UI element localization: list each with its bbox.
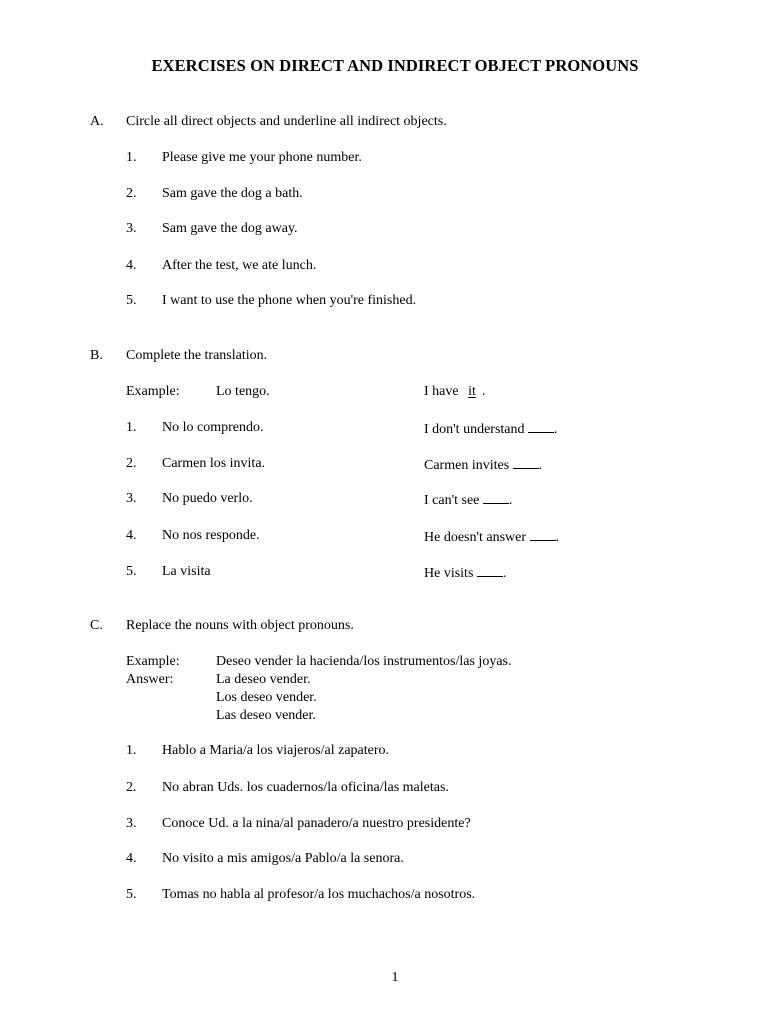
section-c-answer-3: Las deseo vender. — [216, 708, 316, 723]
section-c-example-label: Example: — [126, 654, 180, 669]
section-a-item-4-number: 4. — [126, 258, 137, 273]
section-b-item-2-spanish: Carmen los invita. — [162, 456, 266, 471]
section-c-item-4-number: 4. — [126, 851, 137, 866]
section-b-item-5-number: 5. — [126, 564, 137, 579]
section-a-item-5-number: 5. — [126, 293, 137, 308]
section-b-item-2-number: 2. — [126, 456, 137, 471]
page-title: EXERCISES ON DIRECT AND INDIRECT OBJECT PRONOUNS — [151, 56, 639, 75]
section-c-item-3-number: 3. — [126, 816, 137, 831]
section-b-letter: B. — [90, 348, 103, 363]
section-b-item-4-spanish: No nos responde. — [162, 528, 260, 543]
section-b-item-5-english-text: He visits — [424, 566, 474, 581]
section-a-item-2-text: Sam gave the dog a bath. — [162, 186, 303, 201]
section-c-instruction: Replace the nouns with object pronouns. — [126, 618, 354, 633]
section-b-item-4-english — [424, 527, 559, 546]
section-b-item-1-english — [424, 419, 558, 438]
section-b-item-4-english-text: He doesn't answer — [424, 530, 527, 545]
section-c-answer-label: Answer: — [126, 672, 174, 687]
section-c-item-2-text: No abran Uds. los cuadernos/la oficina/las maletas. — [162, 780, 449, 795]
section-a-instruction: Circle all direct objects and underline all indirect objects. — [126, 114, 447, 129]
section-b-item-2-english — [424, 455, 542, 474]
section-b-example-suffix: . — [481, 384, 486, 399]
section-a-item-1-number: 1. — [126, 150, 137, 165]
section-c-item-5-text: Tomas no habla al profesor/a los muchachos/a nosotros. — [162, 887, 476, 902]
section-b-example-spanish: Lo tengo. — [216, 384, 270, 399]
section-b-item-3-english-text: I can't see — [424, 493, 480, 508]
section-b-item-5-blank — [477, 563, 503, 577]
section-b-item-1-english-text: I don't understand — [424, 422, 525, 437]
section-a-item-4-text: After the test, we ate lunch. — [162, 258, 317, 273]
section-a-item-5-text: I want to use the phone when you're finished. — [162, 293, 417, 308]
section-a-item-3-number: 3. — [126, 221, 137, 236]
section-b-item-2-suffix: . — [538, 458, 543, 473]
section-b-item-1-blank — [528, 419, 554, 433]
section-c-item-3-text: Conoce Ud. a la nina/al panadero/a nuestro presidente? — [162, 816, 471, 831]
section-a-item-2-number: 2. — [126, 186, 137, 201]
section-b-item-3-suffix: . — [508, 493, 513, 508]
section-b-example-english-prefix: I have — [424, 384, 459, 399]
section-c-item-2-number: 2. — [126, 780, 137, 795]
section-b-item-2-english-text: Carmen invites — [424, 458, 510, 473]
section-b-example-label: Example: — [126, 384, 180, 399]
section-b-example-fill: it — [468, 384, 476, 399]
section-b-item-5-spanish: La visita — [162, 564, 211, 579]
section-b-item-1-number: 1. — [126, 420, 137, 435]
section-b-item-3-number: 3. — [126, 491, 137, 506]
section-b-item-4-suffix: . — [555, 530, 560, 545]
section-b-item-2-blank — [513, 455, 539, 469]
section-b-item-3-english — [424, 490, 512, 509]
section-b-item-3-spanish: No puedo verlo. — [162, 491, 253, 506]
section-c-item-1-text: Hablo a Maria/a los viajeros/al zapatero. — [162, 743, 390, 758]
section-b-item-5-english — [424, 563, 506, 582]
section-c-item-1-number: 1. — [126, 743, 137, 758]
section-b-item-4-number: 4. — [126, 528, 137, 543]
section-c-item-5-number: 5. — [126, 887, 137, 902]
section-c-answer-1: La deseo vender. — [216, 672, 311, 687]
section-b-item-5-suffix: . — [502, 566, 507, 581]
section-c-item-4-text: No visito a mis amigos/a Pablo/a la senora. — [162, 851, 404, 866]
section-b-example-english — [424, 383, 485, 400]
section-b-item-4-blank — [530, 527, 556, 541]
section-c-letter: C. — [90, 618, 103, 633]
section-b-item-1-suffix: . — [554, 422, 558, 437]
section-b-item-1-spanish: No lo comprendo. — [162, 420, 264, 435]
section-a-item-3-text: Sam gave the dog away. — [162, 221, 298, 236]
section-b-instruction: Complete the translation. — [126, 348, 268, 363]
section-c-answer-2: Los deseo vender. — [216, 690, 317, 705]
section-c-example-text: Deseo vender la hacienda/los instrumentos/las joyas. — [216, 654, 512, 669]
section-a-letter: A. — [90, 114, 104, 129]
section-a-item-1-text: Please give me your phone number. — [162, 150, 362, 165]
page-number: 1 — [391, 970, 399, 985]
section-b-item-3-blank — [483, 490, 509, 504]
